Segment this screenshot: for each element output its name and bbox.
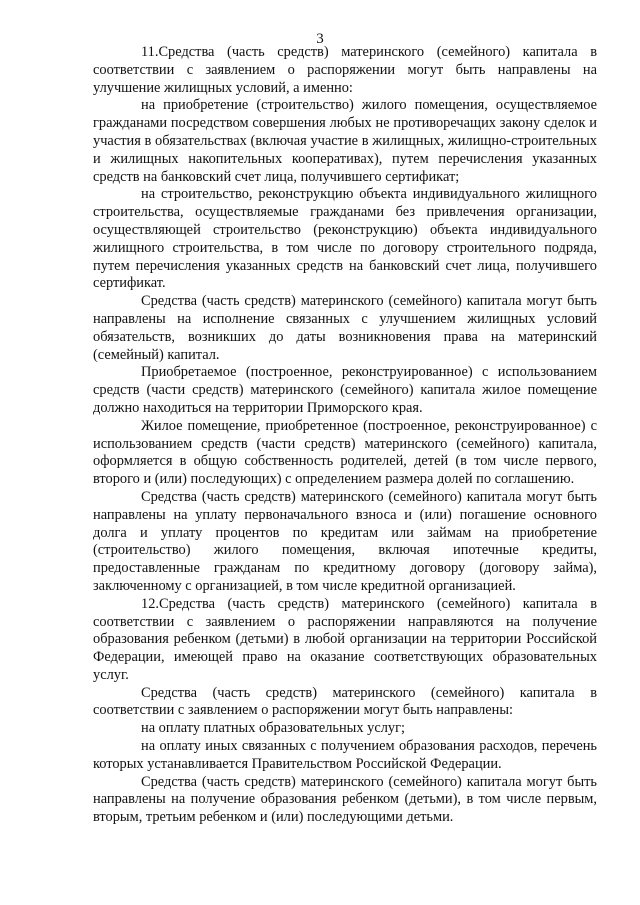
paragraph-12-education: 12.Средства (часть средств) материнского (семейного) капитала в соответствии с заявлением о распоряжении направляются на получение образования ребенком (детьми) в любой организации на территории Российской Федерации, имеющей право на оказание соответствующих образовательных услуг. <box>93 595 597 683</box>
paragraph-mortgage: Средства (часть средств) материнского (семейного) капитала могут быть направлены на уплату первоначального взноса и (или) погашение основного долга и уплату процентов по кредитам или займам на приобретение (строительство) жилого помещения, включая ипотечные кредиты, предоставленные гражданам по кредитному договору (договору займа), заключенному с организацией, в том числе кредитной организацией. <box>93 488 597 594</box>
document-body <box>93 44 597 827</box>
paragraph-prior-obligations: Средства (часть средств) материнского (семейного) капитала могут быть направлены на исполнение связанных с улучшением жилищных условий обязательств, возникших до даты возникновения права на материнский (семейный) капитал. <box>93 293 597 363</box>
paragraph-education-directions: Средства (часть средств) материнского (семейного) капитала в соответствии с заявлением о распоряжении могут быть направлены: <box>93 684 597 719</box>
paragraph-territory: Приобретаемое (построенное, реконструированное) с использованием средств (части средств) материнского (семейного) капитала жилое помещение должно находиться на территории Приморского края. <box>93 364 597 416</box>
paragraph-paid-services: на оплату платных образовательных услуг; <box>141 720 405 737</box>
paragraph-housing-construction: на строительство, реконструкцию объекта индивидуального жилищного строительства, осуществляемые гражданами без привлечения организации, осуществляющей строительство (реконструкцию) объекта индивидуального жилищного строительства, в том числе по договору строительного подряда, путем перечисления указанных средств на банковский счет лица, получившего сертификат. <box>93 186 597 292</box>
paragraph-housing-purchase: на приобретение (строительство) жилого помещения, осуществляемое гражданами посредством совершения любых не противоречащих закону сделок и участия в обязательствах (включая участие в жилищных, жилищно-строительных и жилищных накопительных кооперативах), путем перечисления указанных средств на банковский счет лица, получившего сертификат; <box>93 97 597 185</box>
paragraph-children-order: Средства (часть средств) материнского (семейного) капитала могут быть направлены на получение образования ребенком (детьми), в том числе первым, вторым, третьим ребенком и (или) последующими детьми. <box>93 773 597 826</box>
page-number: 3 <box>316 31 324 47</box>
paragraph-11-intro: 11.Средства (часть средств) материнского (семейного) капитала в соответствии с заявлением о распоряжении могут быть направлены на улучшение жилищных условий, а именно: <box>93 44 597 96</box>
paragraph-other-expenses: на оплату иных связанных с получением образования расходов, перечень которых устанавливается Правительством Российской Федерации. <box>93 738 597 772</box>
paragraph-ownership: Жилое помещение, приобретенное (построенное, реконструированное) с использованием средств (части средств) материнского (семейного) капитала, оформляется в общую собственность родителей, детей (в том числе первого, второго и (или) последующих) с определением размера долей по соглашению. <box>93 417 597 488</box>
